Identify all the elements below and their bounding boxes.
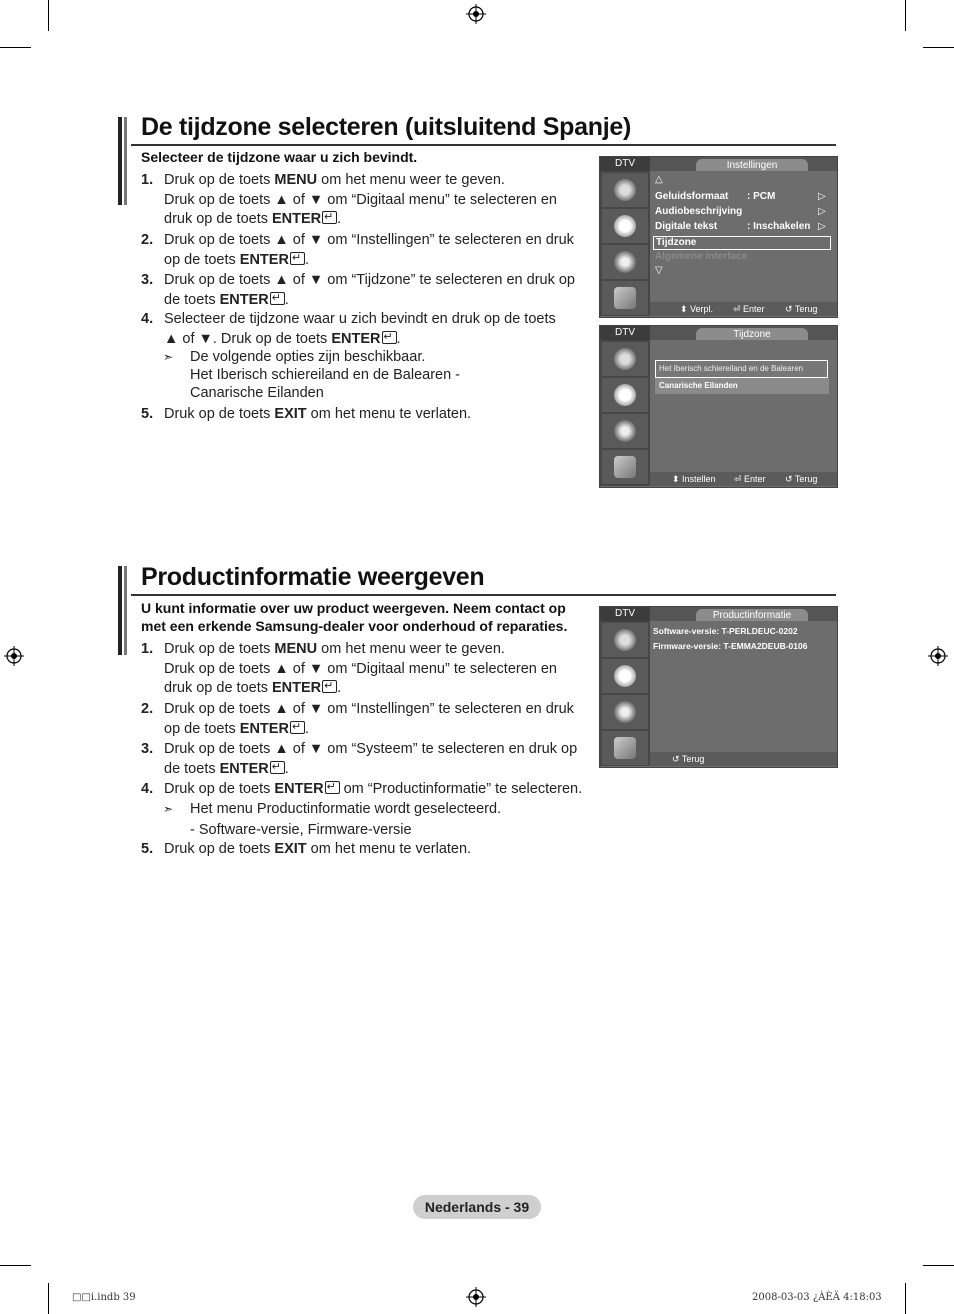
section-title: Productinformatie weergeven <box>141 563 485 591</box>
input-icon <box>614 287 636 309</box>
enter-icon <box>270 292 285 305</box>
page-number-badge: Nederlands - 39 <box>413 1195 541 1219</box>
menu-item[interactable]: Audiobeschrijving ▷ <box>655 206 826 217</box>
foot-enter: Enter <box>744 474 766 484</box>
crop-mark <box>923 1265 954 1266</box>
sound-icon <box>614 665 636 687</box>
dtv-label: DTV <box>600 326 650 340</box>
section-intro: U kunt informatie over uw product weergeven. Neem contact op met een erkende Samsung-dealer voor onderhoud of reparaties. <box>141 600 568 634</box>
menu-item-selected[interactable]: Tijdzone <box>653 236 831 250</box>
sound-icon <box>614 384 636 406</box>
crop-mark <box>0 47 31 48</box>
crop-mark <box>48 0 49 31</box>
setup-gear-icon <box>614 701 636 723</box>
enter-icon <box>322 211 337 224</box>
timezone-option[interactable]: Canarische Eilanden <box>655 378 829 394</box>
menu-tab-title: Tijdzone <box>696 328 808 340</box>
dtv-label: DTV <box>600 157 650 171</box>
foot-enter: Enter <box>743 304 765 314</box>
note-arrow-icon: ➣ <box>163 802 174 816</box>
section-title: De tijdzone selecteren (uitsluitend Spanje) <box>141 113 631 141</box>
dtv-label: DTV <box>600 607 650 621</box>
print-footer-right: 2008-03-03 ¿ÀÈÄ 4:18:03 <box>752 1292 882 1303</box>
software-version: Software-versie: T-PERLDEUC-0202 <box>653 626 798 636</box>
foot-back: Terug <box>794 474 818 484</box>
tv-menu-productinformatie: DTV Productinformatie Software-versie: T-PERLDEUC-0202 Firmware-versie: T-EMMA2DEUB-0106 ↺ Terug <box>599 606 838 768</box>
registration-mark-icon <box>466 1287 486 1307</box>
section-marker <box>118 117 127 205</box>
crop-mark <box>923 47 954 48</box>
timezone-option-selected[interactable]: Het Iberisch schiereiland en de Balearen <box>655 360 828 378</box>
registration-mark-icon <box>466 4 486 24</box>
crop-mark <box>905 1283 906 1314</box>
setup-gear-icon <box>614 251 636 273</box>
section-marker <box>118 566 127 655</box>
foot-back: Terug <box>681 754 705 764</box>
note-arrow-icon: ➣ <box>163 350 174 364</box>
menu-tab-title: Productinformatie <box>696 609 808 621</box>
crop-mark <box>905 0 906 31</box>
enter-icon <box>270 761 285 774</box>
menu-item[interactable]: Digitale tekst : Inschakelen ▷ <box>655 221 826 232</box>
section-rule <box>131 144 836 146</box>
enter-icon <box>382 331 397 344</box>
menu-item[interactable]: Geluidsformaat : PCM ▷ <box>655 191 826 202</box>
section-intro: Selecteer de tijdzone waar u zich bevindt. <box>141 149 418 165</box>
section-rule <box>131 594 836 596</box>
menu-tab-title: Instellingen <box>696 159 808 171</box>
crop-mark <box>0 1265 31 1266</box>
registration-mark-icon <box>928 646 948 666</box>
foot-move: Verpl. <box>690 304 714 314</box>
print-footer-left: □□i.indb 39 <box>72 1292 136 1303</box>
channel-icon <box>614 629 636 651</box>
foot-back: Terug <box>794 304 818 314</box>
input-icon <box>614 737 636 759</box>
enter-icon <box>325 781 340 794</box>
firmware-version: Firmware-versie: T-EMMA2DEUB-0106 <box>653 641 808 651</box>
input-icon <box>614 456 636 478</box>
registration-mark-icon <box>4 646 24 666</box>
enter-icon <box>290 252 305 265</box>
channel-icon <box>614 348 636 370</box>
setup-gear-icon <box>614 420 636 442</box>
tv-menu-tijdzone: DTV Tijdzone Het Iberisch schiereiland en de Balearen Canarische Eilanden ⬍ Instellen ⏎ Enter ↺ Terug <box>599 325 838 488</box>
tv-menu-instellingen: DTV Instellingen △ Geluidsformaat : PCM ▷ Audiobeschrijving ▷ Digitale tekst : Inschakelen ▷ Tijdzone Algemene interface ▽ ⬍ Verpl. ⏎ Enter ↺ Terug <box>599 156 838 318</box>
menu-item[interactable]: Algemene interface <box>655 251 748 262</box>
foot-set: Instellen <box>682 474 716 484</box>
enter-icon <box>322 680 337 693</box>
sound-icon <box>614 215 636 237</box>
crop-mark <box>48 1283 49 1314</box>
enter-icon <box>290 721 305 734</box>
channel-icon <box>614 179 636 201</box>
